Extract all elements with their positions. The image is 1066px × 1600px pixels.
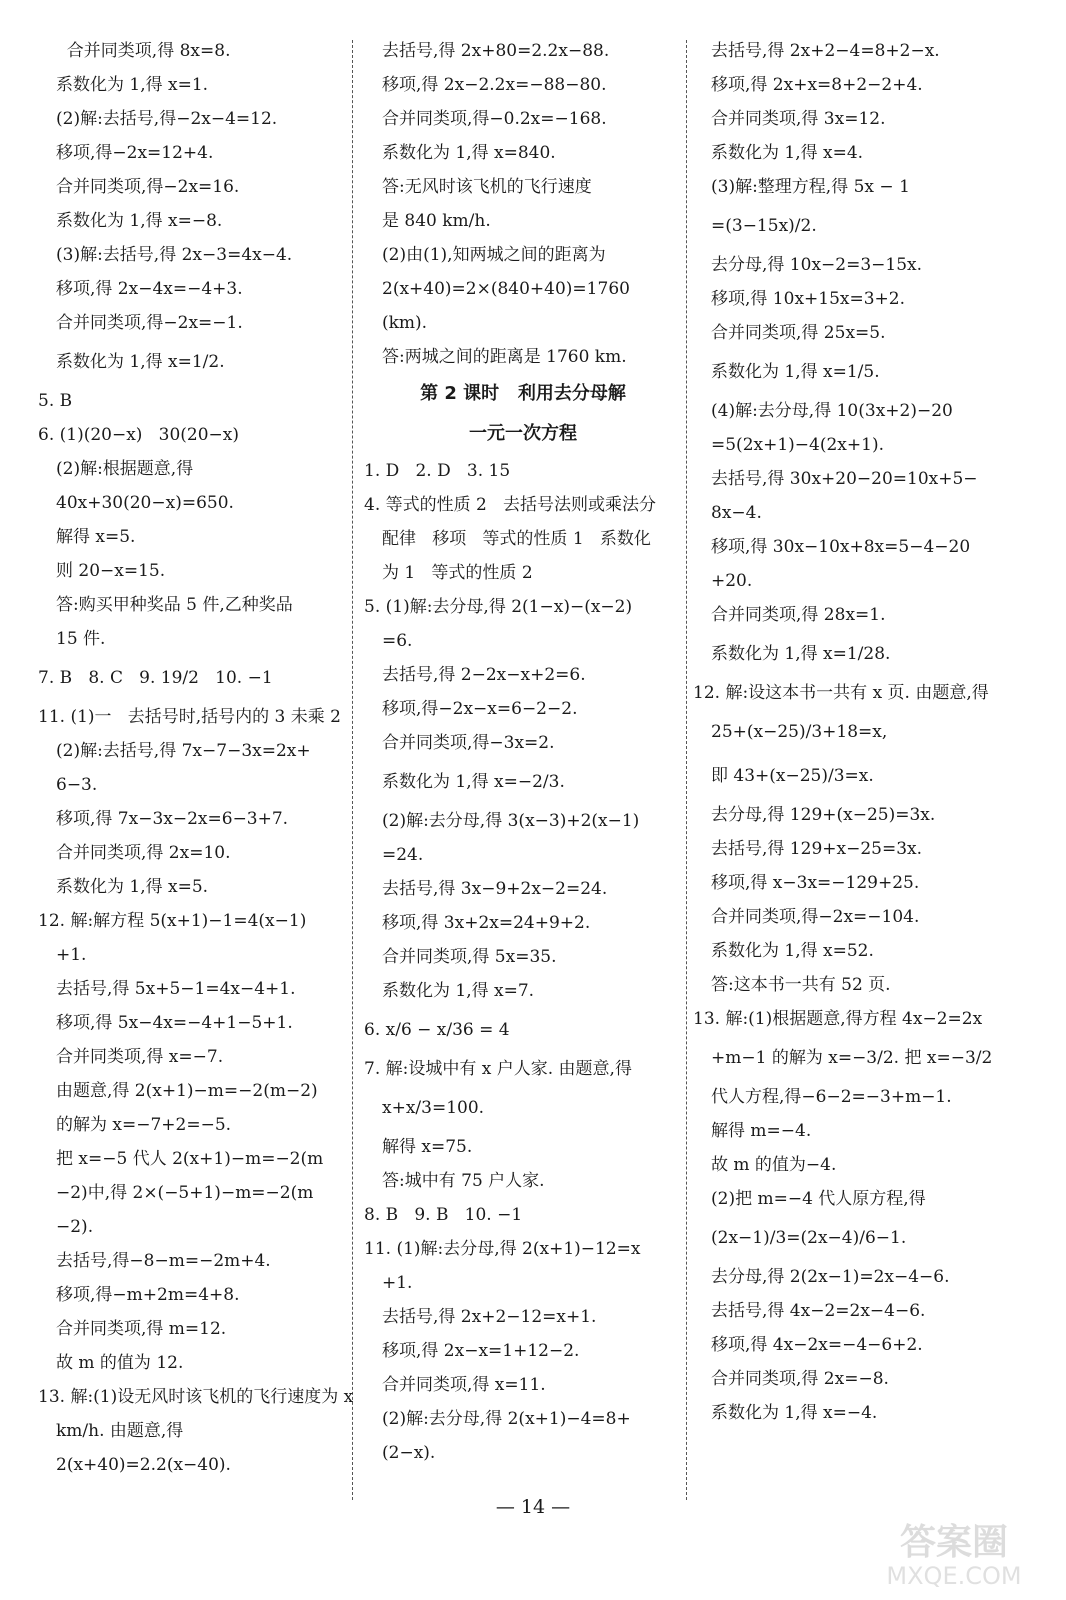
answer-line: 13. 解:(1)根据题意,得方程 4x−2=2x: [693, 1009, 983, 1029]
answer-line: 去括号,得 5x+5−1=4x−4+1.: [56, 979, 296, 999]
answer-line: 7. 解:设城中有 x 户人家. 由题意,得: [364, 1059, 632, 1079]
answer-line: 5. (1)解:去分母,得 2(1−x)−(x−2): [364, 597, 633, 617]
answer-line: =(3−15x)/2.: [711, 216, 817, 236]
answer-line: 11. (1)解:去分母,得 2(x+1)−12=x: [364, 1239, 641, 1259]
answer-line: 去括号,得 30x+20−20=10x+5−: [711, 469, 978, 489]
answer-line: 去括号,得 2x+2−4=8+2−x.: [711, 41, 940, 61]
answer-line: 合并同类项,得 2x=−8.: [711, 1369, 889, 1389]
answer-line: 系数化为 1,得 x=4.: [711, 143, 864, 163]
answer-line: 系数化为 1,得 x=52.: [711, 941, 874, 961]
answer-line: 去括号,得 2x+2−12=x+1.: [382, 1307, 597, 1327]
answer-line: 25+(x−25)/3+18=x,: [711, 722, 888, 742]
answer-line: 去括号,得−8−m=−2m+4.: [56, 1251, 271, 1271]
answer-line: 系数化为 1,得 x=1/5.: [711, 362, 880, 382]
answer-line: 代人方程,得−6−2=−3+m−1.: [711, 1087, 952, 1107]
answer-line: (2)解:去括号,得−2x−4=12.: [56, 109, 278, 129]
answer-line: x+x/3=100.: [382, 1098, 485, 1118]
answer-line: 合并同类项,得−2x=16.: [56, 177, 240, 197]
answer-line: 系数化为 1,得 x=840.: [382, 143, 556, 163]
answer-line: (2)由(1),知两城之间的距离为: [382, 245, 606, 265]
answer-line: 移项,得 2x−4x=−4+3.: [56, 279, 243, 299]
answer-line: +20.: [711, 571, 753, 591]
answer-column-left: [38, 34, 358, 1482]
answer-line: (km).: [382, 313, 428, 333]
answer-line: 6. (1)(20−x) 30(20−x): [38, 425, 240, 445]
answer-line: 移项,得 2x−x=1+12−2.: [382, 1341, 580, 1361]
answer-line: 由题意,得 2(x+1)−m=−2(m−2): [56, 1081, 318, 1101]
answer-line: (2)解:根据题意,得: [56, 459, 194, 479]
watermark-url: MXQE.COM: [886, 1562, 1022, 1590]
answer-line: 把 x=−5 代人 2(x+1)−m=−2(m: [56, 1149, 324, 1169]
answer-line: 的解为 x=−7+2=−5.: [56, 1115, 232, 1135]
answer-column-right: [693, 34, 1028, 1430]
answer-line: 故 m 的值为 12.: [56, 1353, 184, 1373]
answer-line: 为 1 等式的性质 2: [382, 563, 533, 583]
answer-line: 则 20−x=15.: [56, 561, 166, 581]
answer-line: 系数化为 1,得 x=7.: [382, 981, 535, 1001]
answer-line: 解得 x=5.: [56, 527, 136, 547]
answer-line: 13. 解:(1)设无风时该飞机的飞行速度为 x: [38, 1387, 354, 1407]
answer-line: 答:两城之间的距离是 1760 km.: [382, 347, 627, 367]
answer-line: 合并同类项,得−0.2x=−168.: [382, 109, 607, 129]
answer-line: 去分母,得 10x−2=3−15x.: [711, 255, 923, 275]
answer-line: 12. 解:设这本书一共有 x 页. 由题意,得: [693, 683, 989, 703]
answer-line: 移项,得 4x−2x=−4−6+2.: [711, 1335, 923, 1355]
answer-line: 合并同类项,得−2x=−104.: [711, 907, 920, 927]
answer-line: 合并同类项,得 25x=5.: [711, 323, 886, 343]
answer-line: 8. B 9. B 10. −1: [364, 1205, 523, 1225]
answer-line: (2x−1)/3=(2x−4)/6−1.: [711, 1228, 907, 1248]
answer-line: 6−3.: [56, 775, 98, 795]
answer-line: 合并同类项,得 m=12.: [56, 1319, 227, 1339]
answer-line: 答:无风时该飞机的飞行速度: [382, 177, 592, 197]
answer-line: (3)解:整理方程,得 5x − 1: [711, 177, 910, 197]
answer-line: 是 840 km/h.: [382, 211, 491, 231]
answer-line: −2)中,得 2×(−5+1)−m=−2(m: [56, 1183, 314, 1203]
answer-line: (4)解:去分母,得 10(3x+2)−20: [711, 401, 953, 421]
answer-column-middle: [364, 34, 682, 1470]
answer-line: 去括号,得 129+x−25=3x.: [711, 839, 923, 859]
answer-line: 去分母,得 2(2x−1)=2x−4−6.: [711, 1267, 950, 1287]
answer-line: 系数化为 1,得 x=−2/3.: [382, 772, 565, 792]
answer-line: +1.: [56, 945, 87, 965]
answer-line: (2)解:去括号,得 7x−7−3x=2x+: [56, 741, 311, 761]
answer-line: 去括号,得 3x−9+2x−2=24.: [382, 879, 608, 899]
answer-line: 合并同类项,得−3x=2.: [382, 733, 555, 753]
answer-line: 合并同类项,得 5x=35.: [382, 947, 557, 967]
answer-line: 移项,得−m+2m=4+8.: [56, 1285, 240, 1305]
answer-line: (2)解:去分母,得 2(x+1)−4=8+: [382, 1409, 631, 1429]
answer-line: 答:这本书一共有 52 页.: [711, 975, 891, 995]
answer-line: +m−1 的解为 x=−3/2. 把 x=−3/2: [711, 1048, 993, 1068]
answer-line: 系数化为 1,得 x=1/2.: [56, 352, 225, 372]
section-heading: 一元一次方程: [469, 423, 577, 444]
answer-line: =24.: [382, 845, 424, 865]
answer-line: 11. (1)一 去括号时,括号内的 3 未乘 2: [38, 707, 341, 727]
answer-line: =5(2x+1)−4(2x+1).: [711, 435, 884, 455]
answer-line: (2)把 m=−4 代人原方程,得: [711, 1189, 926, 1209]
watermark-title: 答案圈: [899, 1522, 1009, 1563]
page-number: — 14 —: [495, 1496, 571, 1518]
answer-line: 7. B 8. C 9. 19/2 10. −1: [38, 668, 273, 688]
answer-line: 移项,得 7x−3x−2x=6−3+7.: [56, 809, 289, 829]
answer-line: 移项,得−2x=12+4.: [56, 143, 214, 163]
answer-line: 解得 x=75.: [382, 1137, 473, 1157]
answer-line: 系数化为 1,得 x=1.: [56, 75, 209, 95]
answer-line: 配律 移项 等式的性质 1 系数化: [382, 529, 651, 549]
answer-line: 移项,得 30x−10x+8x=5−4−20: [711, 537, 971, 557]
answer-line: 8x−4.: [711, 503, 762, 523]
answer-line: 4. 等式的性质 2 去括号法则或乘法分: [364, 495, 657, 515]
answer-line: 合并同类项,得−2x=−1.: [56, 313, 243, 333]
answer-line: 答:购买甲种奖品 5 件,乙种奖品: [56, 595, 293, 615]
answer-line: 即 43+(x−25)/3=x.: [711, 766, 874, 786]
answer-line: (2)解:去分母,得 3(x−3)+2(x−1): [382, 811, 640, 831]
answer-line: 40x+30(20−x)=650.: [56, 493, 234, 513]
column-divider: [686, 40, 687, 1500]
answer-line: 2(x+40)=2.2(x−40).: [56, 1455, 231, 1475]
section-heading: 第 2 课时 利用去分母解: [420, 383, 626, 404]
answer-line: km/h. 由题意,得: [56, 1421, 184, 1441]
answer-line: 去括号,得 2x+80=2.2x−88.: [382, 41, 610, 61]
answer-line: 系数化为 1,得 x=5.: [56, 877, 209, 897]
answer-line: 5. B: [38, 391, 73, 411]
answer-line: 系数化为 1,得 x=1/28.: [711, 644, 891, 664]
watermark-logo: [862, 1512, 1046, 1592]
answer-line: 移项,得 10x+15x=3+2.: [711, 289, 906, 309]
answer-line: 解得 m=−4.: [711, 1121, 812, 1141]
answer-line: 去分母,得 129+(x−25)=3x.: [711, 805, 936, 825]
answer-line: 移项,得 5x−4x=−4+1−5+1.: [56, 1013, 293, 1033]
answer-line: 移项,得−2x−x=6−2−2.: [382, 699, 578, 719]
answer-line: (2−x).: [382, 1443, 436, 1463]
answer-line: 答:城中有 75 户人家.: [382, 1171, 545, 1191]
answer-line: 系数化为 1,得 x=−4.: [711, 1403, 878, 1423]
answer-line: +1.: [382, 1273, 413, 1293]
answer-line: 去括号,得 2−2x−x+2=6.: [382, 665, 586, 685]
answer-line: 移项,得 2x−2.2x=−88−80.: [382, 75, 607, 95]
answer-line: 1. D 2. D 3. 15: [364, 461, 511, 481]
answer-line: 15 件.: [56, 629, 106, 649]
answer-line: 去括号,得 4x−2=2x−4−6.: [711, 1301, 926, 1321]
answer-line: 系数化为 1,得 x=−8.: [56, 211, 223, 231]
answer-line: =6.: [382, 631, 413, 651]
answer-line: 合并同类项,得 28x=1.: [711, 605, 886, 625]
answer-line: 6. x/6 − x/36 = 4: [364, 1020, 510, 1040]
answer-line: 合并同类项,得 8x=8.: [56, 41, 231, 61]
answer-line: 12. 解:解方程 5(x+1)−1=4(x−1): [38, 911, 307, 931]
answer-line: 故 m 的值为−4.: [711, 1155, 837, 1175]
answer-line: 合并同类项,得 x=−7.: [56, 1047, 224, 1067]
answer-line: 合并同类项,得 3x=12.: [711, 109, 886, 129]
answer-line: 移项,得 3x+2x=24+9+2.: [382, 913, 591, 933]
answer-line: 合并同类项,得 x=11.: [382, 1375, 546, 1395]
answer-line: 移项,得 x−3x=−129+25.: [711, 873, 920, 893]
answer-line: (3)解:去括号,得 2x−3=4x−4.: [56, 245, 293, 265]
answer-line: 移项,得 2x+x=8+2−2+4.: [711, 75, 923, 95]
answer-line: 合并同类项,得 2x=10.: [56, 843, 231, 863]
answer-line: −2).: [56, 1217, 94, 1237]
answer-line: 2(x+40)=2×(840+40)=1760: [382, 279, 630, 299]
